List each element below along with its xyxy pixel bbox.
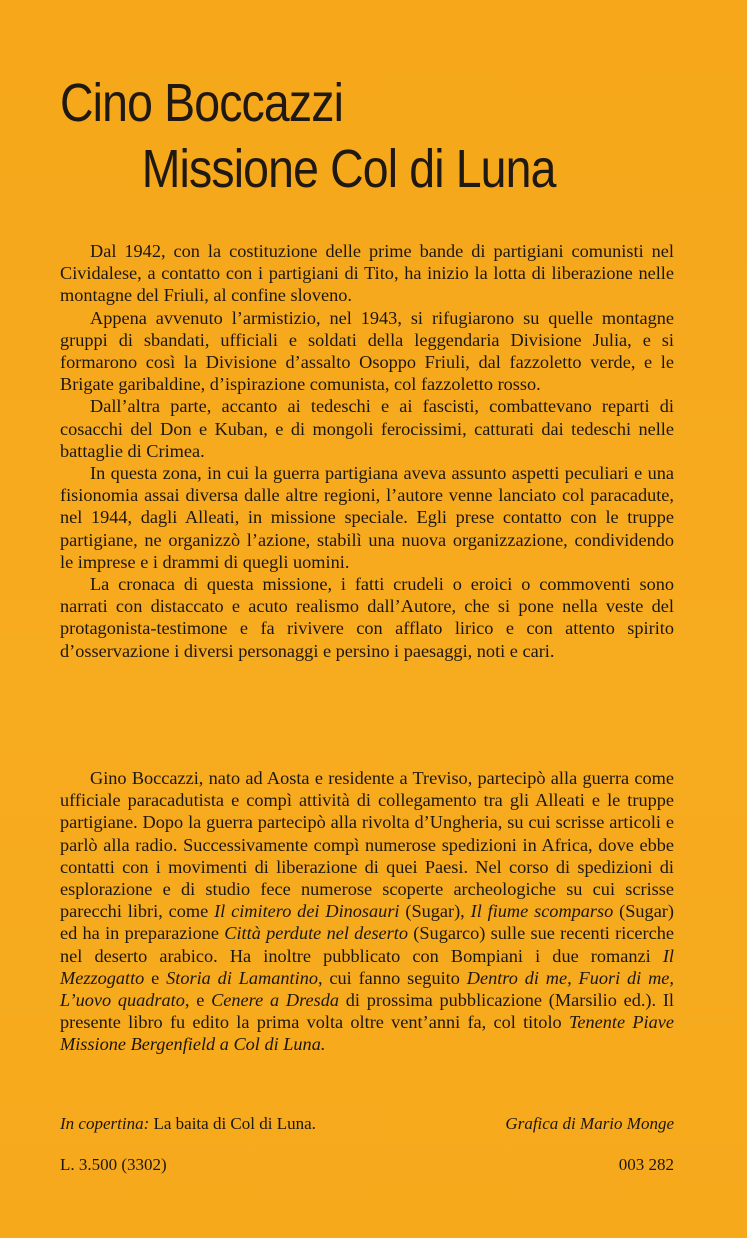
book-reference: Cenere a Dresda (211, 990, 340, 1011)
book-reference: Il Mezzogatto (60, 945, 674, 988)
bio-text: , cui fanno seguito (317, 967, 467, 988)
book-reference: Dentro di me, Fuori di me, L’uovo quadrato, (60, 967, 674, 1011)
bio-paragraph (60, 767, 674, 1056)
price: L. 3.500 (3302) (60, 1155, 167, 1174)
bio-text: (Sugarco) sulle sue recenti ricerche nel deserto arabico. Ha inoltre pubblicato con Bompiani i due romanzi (60, 923, 674, 966)
book-reference: Il fiume scomparso (470, 901, 614, 922)
book-reference: Città perdute nel deserto (224, 923, 409, 944)
description-paragraph: In questa zona, in cui la guerra partigiana aveva assunto aspetti peculiari e una fisionomia assai diversa dalle altre regioni, l’autore venne lanciato col paracadute, nel 1944, dagli Alleati, in missione speciale. Egli prese contatto con le truppe partigiane, ne organizzò l’azione, stabilì una nuova organizzazione, condividendo le imprese e i drammi di quegli uomini. (60, 463, 674, 572)
description-paragraph: La cronaca di questa missione, i fatti crudeli o eroici o commoventi sono narrati con distaccato e acuto realismo dall’Autore, che si pone nella veste del protagonista-testimone e fa rivivere con afflato lirico e con attento spirito d’osservazione i diversi personaggi e persino i paesaggi, noti e cari. (60, 574, 674, 661)
book-reference: Tenente Piave Missione Bergenfield a Col di Luna. (60, 1012, 674, 1055)
description-text (60, 240, 674, 662)
book-reference: Il cimitero dei Dinosauri (214, 901, 400, 922)
product-code: 003 282 (618, 1155, 674, 1174)
price-row (60, 1154, 674, 1176)
bio-text: Gino Boccazzi, nato ad Aosta e residente a Treviso, partecipò alla guerra come ufficiale paracadutista e compì attività di collegamento tra gli Alleati e le truppe partigiane. Dopo la guerra partecipò alla rivolta d’Ungheria, su cui scrisse articoli e parlò alla radio. Successivamente compì numerose spedizioni in Africa, dove ebbe contatti con i movimenti di liberazione di quei Paesi. Nel corso di spedizioni di esplorazione e di studio fece numerose scoperte archeologiche su cui scrisse parecchi libri, come (60, 768, 674, 922)
cover-credit-text: La baita di Col di Luna. (149, 1114, 316, 1133)
description-paragraph: Appena avvenuto l’armistizio, nel 1943, si rifugiarono su quelle montagne gruppi di sbandati, ufficiali e soldati della leggendaria Divisione Julia, e si formarono così la Divisione d’assalto Osoppo Friuli, dal fazzoletto verde, e le Brigate garibaldine, d’ispirazione comunista, col fazzoletto rosso. (60, 307, 674, 395)
bio-text: e (189, 990, 212, 1011)
cover-credit-label: In copertina: (60, 1114, 150, 1133)
author-bio (60, 767, 674, 1056)
cover-credit (60, 1113, 316, 1135)
design-credit: Grafica di Mario Monge (505, 1114, 674, 1133)
book-reference: Storia di Lamantino (166, 967, 318, 988)
bio-text: (Sugar) ed ha in preparazione (60, 901, 674, 944)
bio-text: e (144, 967, 167, 988)
book-name: Missione Col di Luna (141, 139, 556, 199)
bio-text: (Sugar), (399, 901, 471, 922)
book-title (60, 70, 556, 202)
description-paragraph: Dall’altra parte, accanto ai tedeschi e ai fascisti, combattevano reparti di cosacchi del Don e Kuban, e di mongoli ferocissimi, catturati dai tedeschi nelle battaglie di Crimea. (60, 396, 674, 461)
bio-text: di prossima pubblicazione (Marsilio ed.). Il presente libro fu edito la prima volta oltre vent’anni fa, col titolo (60, 990, 674, 1033)
credits-row (60, 1113, 674, 1135)
description-paragraph: Dal 1942, con la costituzione delle prime bande di partigiani comunisti nel Cividalese, a contatto con i partigiani di Tito, ha inizio la lotta di liberazione nelle montagne del Friuli, al confine sloveno. (60, 241, 674, 306)
author-name: Cino Boccazzi (60, 73, 344, 133)
